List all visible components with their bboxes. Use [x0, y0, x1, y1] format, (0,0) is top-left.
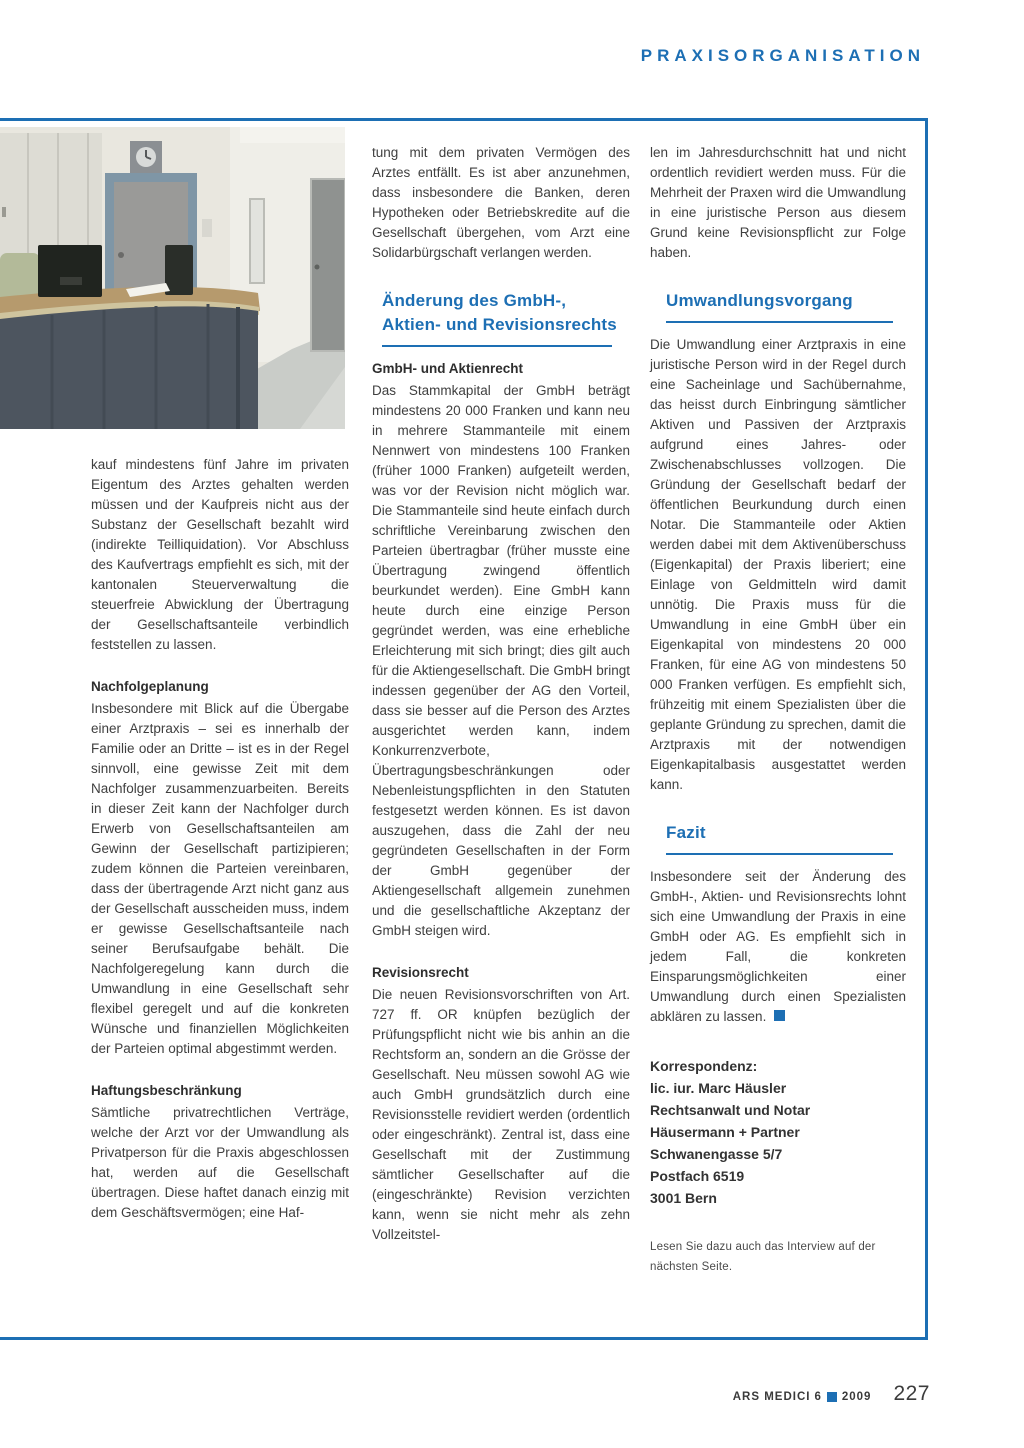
correspondence-line: 3001 Bern — [650, 1190, 717, 1206]
subheading-nachfolgeplanung: Nachfolgeplanung — [91, 679, 209, 694]
paragraph: Sämtliche privatrechtlichen Verträge, welche der Arzt vor der Umwandlung als Privatperson für die Praxis abgeschlossen hat, werden auf die Gesellschaft übertragen. Diese haftet danach einzig mit dem Geschäftsvermögen; eine Haf- — [91, 1105, 349, 1220]
section-title: PRAXISORGANISATION — [640, 46, 925, 65]
page-number: 227 — [893, 1382, 930, 1405]
article-end-icon — [774, 1010, 785, 1021]
heading-umwandlungsvorgang: Umwandlungsvorgang — [666, 291, 853, 310]
heading-line: Änderung des GmbH-, — [382, 291, 567, 310]
correspondence-line: Schwanengasse 5/7 — [650, 1146, 783, 1162]
paragraph: tung mit dem privaten Vermögen des Arztes entfällt. Es ist aber anzunehmen, dass insbesondere die Banken, deren Hypotheken oder Betriebskredite auf die Gesellschaft übergehen, vom Arzt eine Solidarbürgschaft verlangen werden. — [372, 145, 630, 260]
paragraph — [650, 867, 906, 1027]
frame-line-right — [925, 118, 928, 1340]
column-left — [91, 455, 349, 1223]
read-interview-note: Lesen Sie dazu auch das Interview auf der nächsten Seite. — [650, 1241, 876, 1273]
paragraph: len im Jahresdurchschnitt hat und nicht ordentlich revidiert werden muss. Für die Mehrheit der Praxen wird die Umwandlung in eine juristische Person aus diesem Grund keine Revisionspflicht zur Folge haben. — [650, 145, 906, 260]
column-middle — [372, 143, 630, 1245]
heading-rule — [666, 321, 893, 323]
paragraph: Die Umwandlung einer Arztpraxis in eine juristische Person wird in der Regel durch eine Sacheinlage und Sachübernahme, das heisst durch Einbringung sämtlicher Aktiven und Passiven der Arztpraxis aufgrund eines Jahres- oder Zwischenabschlusses vollzogen. Die Gründung der Gesellschaft bedarf der öffentlichen Beurkundung durch einen Notar. Die Stammanteile oder Aktien werden dabei mit dem Aktivenüberschuss (Eigenkapital) der Praxis liberiert; eine Einlage von Geldmitteln wird damit unnötig. Die Praxis muss für die Umwandlung in eine GmbH über ein Eigenkapital von mindestens 20 000 Franken, für eine AG von mindestens 50 000 Franken verfügen. Es empfiehlt sich, frühzeitig mit einem Spezialisten über die geplante Gründung zu sprechen, damit die Arztpraxis mit der notwendigen Eigenkapitalbasis ausgestattet werden kann. — [650, 337, 906, 792]
issue-number: 6 — [814, 1391, 822, 1403]
correspondence-line: lic. iur. Marc Häusler — [650, 1080, 787, 1096]
journal-issue-line — [733, 1391, 872, 1403]
footer-square-icon — [827, 1392, 837, 1402]
correspondence-block — [650, 1055, 906, 1209]
column-right — [650, 143, 906, 1277]
paragraph: Insbesondere mit Blick auf die Übergabe einer Arztpraxis – sei es innerhalb der Familie oder an Dritte – ist es in der Regel sinnvoll, eine gewisse Zeit mit dem Nachfolger zusammenzuarbeiten. Bereits in dieser Zeit kann der Nachfolger durch Erwerb von Gesellschaftsanteilen am Gewinn der Gesellschaft partizipieren; zudem können die Parteien vereinbaren, dass der übertragende Arzt nicht ganz aus der Gesellschaft ausscheiden muss, indem er gewisse Gesellschaftsanteile nach seiner Berufsaufgabe behält. Die Nachfolgeregelung kann durch die Umwandlung in eine Gesellschaft sehr flexibel geregelt und auf die konkreten Wünsche und finanziellen Möglichkeiten der Parteien optimal abgestimmt werden. — [91, 701, 349, 1056]
subheading-revisionsrecht: Revisionsrecht — [372, 965, 469, 980]
paragraph: kauf mindestens fünf Jahre im privaten Eigentum des Arztes gehalten werden müssen und der Kaufpreis nicht aus der Substanz der Gesellschaft bezahlt wird (indirekte Teilliquidation). Vor Abschluss des Kaufvertrags empfiehlt es sich, mit der kantonalen Steuerverwaltung die steuerfreie Abwicklung der Übertragung der Gesellschaftsanteile verbindlich feststellen zu lassen. — [91, 457, 349, 652]
correspondence-line: Postfach 6519 — [650, 1168, 745, 1184]
correspondence-line: Rechtsanwalt und Notar — [650, 1102, 811, 1118]
frame-line-top — [0, 118, 928, 121]
reception-counter-front — [0, 306, 258, 429]
frame-line-bottom — [0, 1337, 928, 1340]
heading-fazit: Fazit — [666, 823, 706, 842]
correspondence-line: Korrespondenz: — [650, 1058, 758, 1074]
subheading-gmbh-aktienrecht: GmbH- und Aktienrecht — [372, 361, 524, 376]
correspondence-line: Häusermann + Partner — [650, 1124, 800, 1140]
subheading-haftungsbeschraenkung: Haftungsbeschränkung — [91, 1083, 242, 1098]
reception-photo-graphic — [0, 127, 345, 429]
journal-name: ARS MEDICI — [732, 1391, 811, 1403]
heading-rule — [382, 345, 612, 347]
paragraph: Die neuen Revisionsvorschriften von Art. 727 ff. OR knüpfen bezüglich der Prüfungspflicht nicht wie bis anhin an die Rechtsform an, sondern an die Grösse der Gesellschaft. Neu müssen sowohl AG wie auch GmbH grundsätzlich durch eine Revisionsstelle revidiert werden (ordentlich oder eingeschränkt). Zentral ist, dass eine Gesellschaft mit der Zustimmung sämtlicher Gesellschafter auf die (eingeschränkte) Revision verzichten kann, wenn sie nicht mehr als zehn Vollzeitstel- — [372, 987, 630, 1242]
heading-line: Aktien- und Revisionsrechts — [382, 315, 617, 334]
paragraph: Das Stammkapital der GmbH beträgt mindestens 20 000 Franken und kann neu in mehrere Stammanteile mit einem Nennwert von mindestens 100 Franken (früher 1000 Franken) aufgeteilt werden, was vor der Revision nicht möglich war. Die Stammanteile sind heute einfach durch schriftliche Vereinbarung zwischen den Parteien übertragbar (früher musste eine Übertragung zwingend öffentlich beurkundet werden). Eine GmbH kann heute durch eine einzige Person gegründet werden, was eine erhebliche Erleichterung mit sich bringt; dies gilt auch für die Aktiengesellschaft. Die GmbH bringt indessen gegenüber der AG den Vorteil, dass sie besser auf die Person des Arztes ausgerichtet werden kann, indem Konkurrenzverbote, Übertragungsbeschränkungen oder Nebenleistungspflichten in den Statuten festgesetzt werden können. Es ist davon auszugehen, dass die Zahl der neu gegründeten Gesellschaften in der Form der GmbH gegenüber der Aktiengesellschaft allgemein zunehmen und die gesellschaftliche Akzeptanz der GmbH steigen wird. — [372, 383, 630, 938]
computer-monitor — [38, 245, 102, 297]
wall-picture — [250, 199, 264, 283]
page-footer — [733, 1382, 930, 1406]
year: 2009 — [841, 1391, 872, 1403]
paragraph-text: Insbesondere seit der Änderung des GmbH-, Aktien- und Revisionsrechts lohnt sich eine Umwandlung der Praxis in eine GmbH oder AG. Es empfiehlt sich in jedem Fall, die konkreten Einsparungsmöglichkeiten einer Umwandlung durch einen Spezialisten abklären zu lassen. — [650, 869, 906, 1024]
heading-rule — [666, 853, 893, 855]
heading-aenderung-rechts — [382, 289, 630, 337]
computer-monitor-2 — [165, 245, 193, 295]
reception-photo — [0, 127, 345, 429]
